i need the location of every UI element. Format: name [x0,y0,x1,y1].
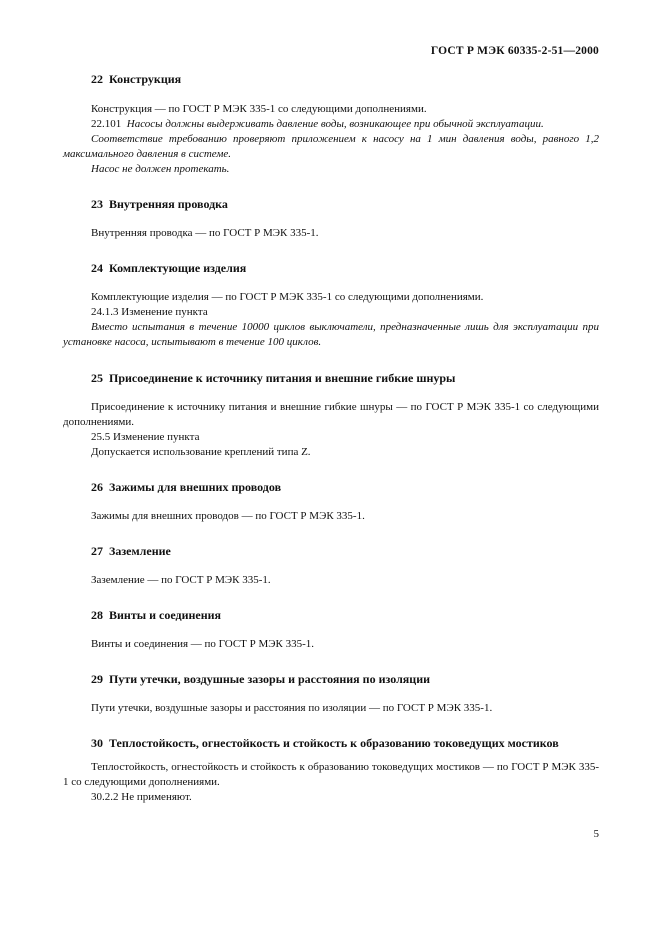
paragraph: Винты и соединения — по ГОСТ Р МЭК 335-1. [91,638,315,650]
paragraph: Комплектующие изделия — по ГОСТ Р МЭК 335-1 со следующими дополнениями. [91,291,484,303]
paragraph: Заземление — по ГОСТ Р МЭК 335-1. [91,574,271,586]
section-23 [63,197,599,241]
section-24 [63,261,599,350]
paragraph: 24.1.3 Изменение пункта [91,306,208,318]
section-30 [63,736,599,805]
section-number: 22 [91,72,103,86]
clause-text: Насосы должны выдерживать давление воды, возникающее при обычной эксплуатации. [126,118,544,130]
section-heading [91,480,599,495]
section-heading [91,672,599,687]
section-26 [63,480,599,524]
section-25 [63,371,599,460]
section-27 [63,544,599,588]
paragraph: Зажимы для внешних проводов — по ГОСТ Р МЭК 335-1. [91,510,365,522]
section-number: 27 [91,544,103,558]
document-id-header: ГОСТ Р МЭК 60335-2-51—2000 [430,45,599,57]
section-title: Заземление [109,544,171,558]
section-heading [91,261,599,276]
section-heading [91,72,599,87]
paragraph: Допускается использование креплений типа Z. [91,446,311,458]
section-number: 29 [91,672,103,686]
paragraph: Соответствие требованию проверяют приложением к насосу на 1 мин давления воды, равного 1,2 максимального давления в системе. [63,133,599,160]
paragraph: 30.2.2 Не применяют. [91,791,192,803]
section-title: Внутренняя проводка [109,197,228,211]
section-title: Пути утечки, воздушные зазоры и расстояния по изоляции [109,672,431,686]
section-29 [63,672,599,716]
section-title: Присоединение к источнику питания и внешние гибкие шнуры [109,371,456,385]
section-title: Зажимы для внешних проводов [109,480,282,494]
section-number: 26 [91,480,103,494]
paragraph: 25.5 Изменение пункта [91,431,200,443]
section-heading [91,197,599,212]
section-heading [91,544,599,559]
document-body [63,72,599,805]
paragraph: Вместо испытания в течение 10000 циклов выключатели, предназначенные лишь для эксплуатации при установке насоса, испытывают в течение 100 циклов. [63,321,599,348]
paragraph: Пути утечки, воздушные зазоры и расстояния по изоляции — по ГОСТ Р МЭК 335-1. [91,702,493,714]
section-22 [63,72,599,177]
paragraph: Насос не должен протекать. [91,163,230,175]
paragraph: Конструкция — по ГОСТ Р МЭК 335-1 со следующими дополнениями. [91,103,427,115]
section-number: 25 [91,371,103,385]
section-heading [91,608,599,623]
section-number: 24 [91,261,103,275]
paragraph: Внутренняя проводка — по ГОСТ Р МЭК 335-1. [91,227,319,239]
page-number: 5 [593,828,599,840]
paragraph: Присоединение к источнику питания и внешние гибкие шнуры — по ГОСТ Р МЭК 335-1 со следующими дополнениями. [63,401,599,428]
section-28 [63,608,599,652]
section-title: Теплостойкость, огнестойкость и стойкость к образованию токоведущих мостиков [109,736,559,750]
paragraph [63,117,599,132]
section-number: 30 [91,736,103,750]
section-title: Комплектующие изделия [109,261,247,275]
section-title: Винты и соединения [109,608,222,622]
section-number: 28 [91,608,103,622]
clause-number: 22.101 [91,118,122,130]
paragraph: Теплостойкость, огнестойкость и стойкость к образованию токоведущих мостиков — по ГОСТ Р МЭК 335-1 со следующими дополнениями. [63,761,599,788]
section-heading [91,371,599,386]
section-number: 23 [91,197,103,211]
section-title: Конструкция [109,72,182,86]
section-heading [63,736,599,751]
